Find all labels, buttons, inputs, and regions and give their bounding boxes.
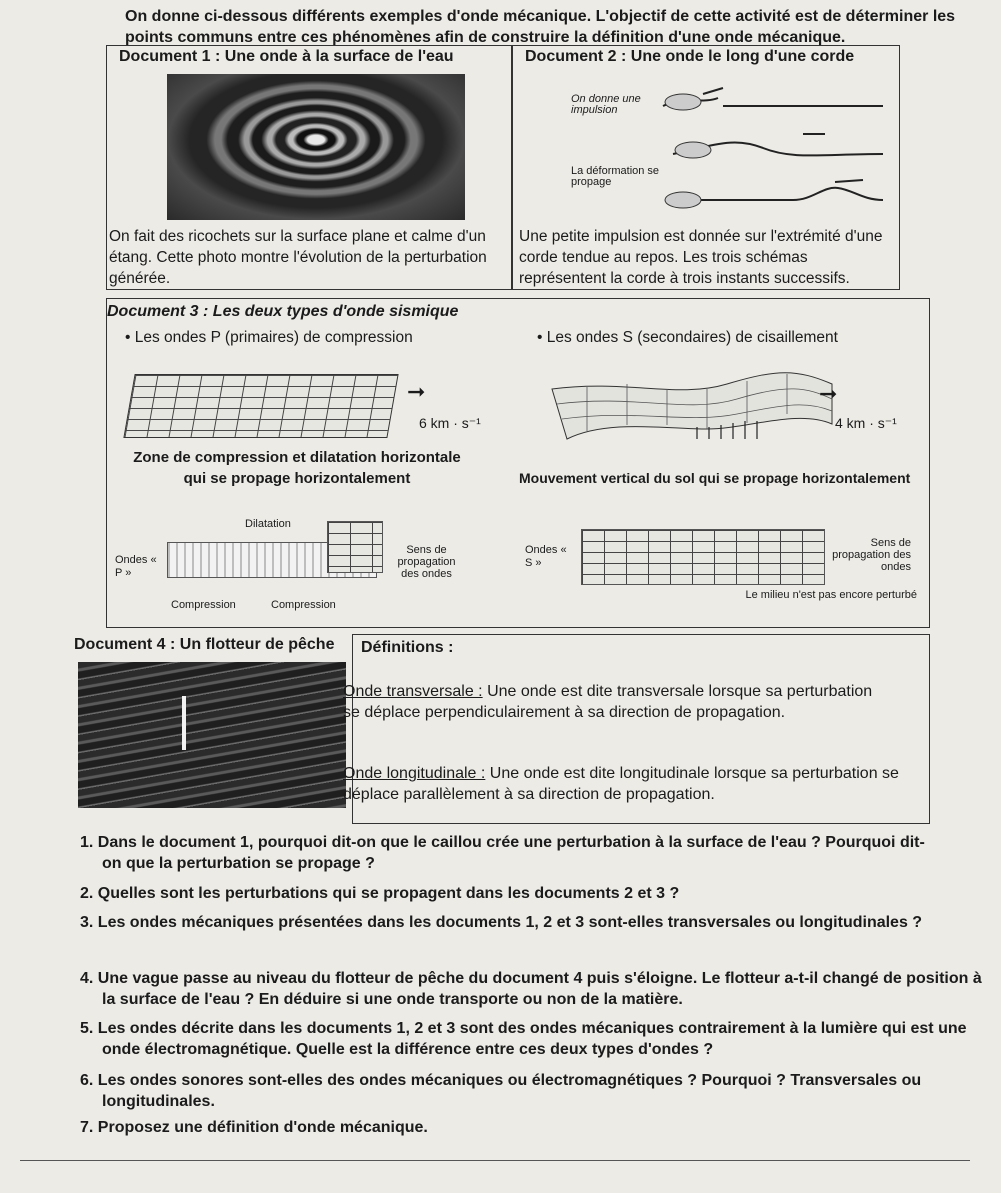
s-arrow-icon: ➞ bbox=[819, 381, 838, 406]
p-wave-grid bbox=[123, 374, 398, 438]
label-impulse: On donne une impulsion bbox=[571, 93, 641, 116]
document-2-caption: Une petite impulsion est donnée sur l'extrémité d'une corde tendue au repos. Les trois schémas représentent la corde à trois instants successifs. bbox=[519, 228, 883, 287]
document-2-title: Document 2 : Une onde le long d'une corde bbox=[525, 48, 855, 65]
s-wave-grid bbox=[547, 359, 837, 459]
definitions-title: Définitions : bbox=[361, 639, 454, 656]
p-dilatation: Dilatation bbox=[245, 518, 291, 530]
definitions-box bbox=[343, 634, 930, 824]
p-sens-label: Sens de propagation des ondes bbox=[397, 544, 456, 580]
question-3: 3. Les ondes mécaniques présentées dans les documents 1, 2 et 3 sont-elles transversales ou longitudinales ? bbox=[80, 914, 923, 931]
document-1-title: Document 1 : Une onde à la surface de l'eau bbox=[119, 48, 454, 65]
question-7: 7. Proposez une définition d'onde mécanique. bbox=[80, 1119, 428, 1136]
question-4: 4. Une vague passe au niveau du flotteur de pêche du document 4 puis s'éloigne. Le flotteur a-t-il changé de position à la surface de l'eau ? En déduire si une onde transporte ou non de la matière. bbox=[80, 970, 982, 1008]
p-waves-title: • Les ondes P (primaires) de compression bbox=[125, 329, 413, 346]
p-compression-1: Compression bbox=[171, 599, 236, 611]
p-caption: Zone de compression et dilatation horizontale qui se propage horizontalement bbox=[133, 449, 461, 487]
question-2: 2. Quelles sont les perturbations qui se propagent dans les documents 2 et 3 ? bbox=[80, 885, 680, 902]
s-sens-label: Sens de propagation des ondes bbox=[832, 537, 911, 573]
fishing-float-photo bbox=[78, 662, 346, 808]
s-milieu-label: Le milieu n'est pas encore perturbé bbox=[745, 589, 917, 601]
question-1: 1. Dans le document 1, pourquoi dit-on que le caillou crée une perturbation à la surface de l'eau ? Pourquoi dit-on que la perturbation se propage ? bbox=[80, 834, 925, 872]
document-1 bbox=[106, 45, 512, 290]
water-ripple-photo bbox=[167, 74, 465, 220]
s-wave-bars bbox=[581, 529, 825, 585]
definition-longitudinale-term: Onde longitudinale : bbox=[343, 765, 486, 782]
question-5: 5. Les ondes décrite dans les documents 1, 2 et 3 sont des ondes mécaniques contrairement à la lumière qui est une onde électromagnétique. Quelle est la différence entre ces deux types d'ondes ? bbox=[80, 1020, 967, 1058]
p-waves-title-text: Les ondes P (primaires) de compression bbox=[134, 329, 413, 346]
document-4-title: Document 4 : Un flotteur de pêche bbox=[74, 636, 335, 653]
document-2 bbox=[512, 45, 900, 290]
p-compression-2: Compression bbox=[271, 599, 336, 611]
definition-transversale bbox=[343, 681, 883, 723]
label-propagation: La déformation se propage bbox=[571, 165, 660, 188]
p-arrow-icon: ➞ bbox=[407, 379, 426, 404]
intro-text: On donne ci-dessous différents exemples d'onde mécanique. L'objectif de cette activité est de déterminer les points communs entre ces phénomènes afin de construire la définition d'une onde mécanique. bbox=[125, 8, 956, 46]
definition-longitudinale bbox=[343, 763, 923, 805]
s-speed: 4 km · s⁻¹ bbox=[835, 415, 897, 431]
bottom-rule bbox=[20, 1160, 970, 1161]
fishing-float bbox=[182, 696, 186, 750]
definition-transversale-text: Une onde est dite transversale lorsque sa perturbation se déplace perpendiculairement à sa direction de propagation. bbox=[343, 683, 873, 721]
p-speed: 6 km · s⁻¹ bbox=[419, 415, 481, 431]
definition-transversale-term: Onde transversale : bbox=[343, 683, 483, 700]
document-3-title: Document 3 : Les deux types d'onde sismique bbox=[107, 303, 459, 320]
question-6: 6. Les ondes sonores sont-elles des ondes mécaniques ou électromagnétiques ? Pourquoi ? Transversales ou longitudinales. bbox=[80, 1072, 922, 1110]
p-ground-house bbox=[327, 521, 383, 573]
s-waves-title: • Les ondes S (secondaires) de cisaillement bbox=[537, 329, 838, 346]
document-4 bbox=[74, 634, 349, 810]
definition-longitudinale-text: Une onde est dite longitudinale lorsque sa perturbation se déplace parallèlement à sa direction de propagation. bbox=[343, 765, 899, 803]
p-ondes-label: Ondes « P » bbox=[115, 554, 157, 579]
s-caption: Mouvement vertical du sol qui se propage horizontalement bbox=[519, 470, 911, 486]
s-waves-title-text: Les ondes S (secondaires) de cisaillement bbox=[546, 329, 838, 346]
document-1-caption: On fait des ricochets sur la surface plane et calme d'un étang. Cette photo montre l'évolution de la perturbation générée. bbox=[109, 228, 487, 287]
document-3 bbox=[106, 298, 930, 628]
s-ondes-label: Ondes « S » bbox=[525, 544, 567, 569]
